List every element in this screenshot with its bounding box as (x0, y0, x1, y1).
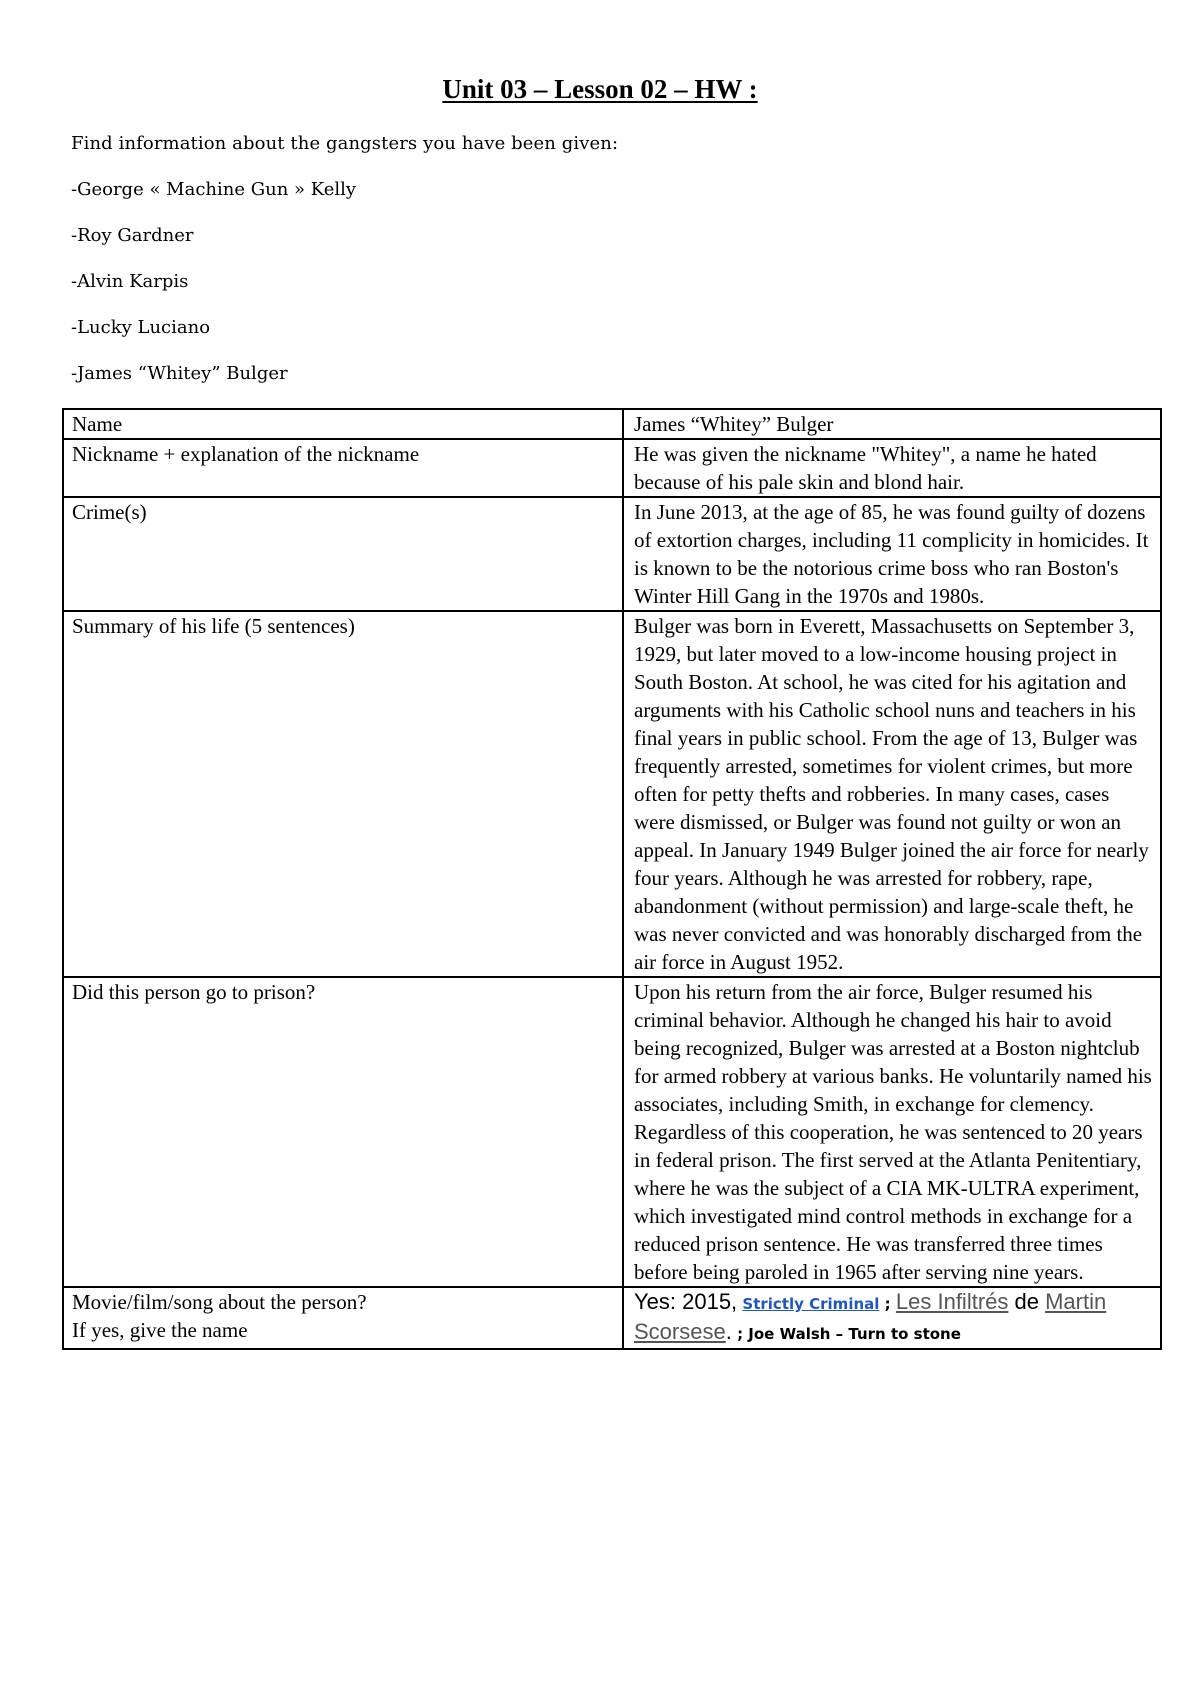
table-row (63, 439, 1161, 497)
song-text: ; Joe Walsh – Turn to stone (731, 1325, 961, 1343)
row-value: James “Whitey” Bulger (623, 409, 1161, 439)
row-label: Crime(s) (63, 497, 623, 611)
row-label (63, 1287, 623, 1349)
row-value: He was given the nickname "Whitey", a name he hated because of his pale skin and blond hair. (623, 439, 1161, 497)
link-strictly-criminal[interactable]: Strictly Criminal (742, 1295, 880, 1313)
info-table (62, 408, 1162, 1350)
row-value: Bulger was born in Everett, Massachusetts on September 3, 1929, but later moved to a low-income housing project in South Boston. At school, he was cited for his agitation and arguments with his Catholic school nuns and teachers in his final years in public school. From the age of 13, Bulger was frequently arrested, sometimes for violent crimes, but more often for petty thefts and robberies. In many cases, cases were dismissed, or Bulger was found not guilty or won an appeal. In January 1949 Bulger joined the air force for nearly four years. Although he was arrested for robbery, rape, abandonment (without permission) and large-scale theft, he was never convicted and was honorably discharged from the air force in August 1952. (623, 611, 1161, 977)
table-row (63, 977, 1161, 1287)
period-text: . (725, 1319, 732, 1344)
row-label-line: Movie/film/song about the person? (72, 1290, 367, 1314)
answer-prefix: Yes: 2015, (634, 1289, 738, 1314)
row-label-line: If yes, give the name (72, 1318, 248, 1342)
link-les-infiltres[interactable]: Les Infiltrés (895, 1289, 1009, 1314)
row-value: In June 2013, at the age of 85, he was found guilty of dozens of extortion charges, including 11 complicity in homicides. It is known to be the notorious crime boss who ran Boston's Winter Hill Gang in the 1970s and 1980s. (623, 497, 1161, 611)
row-value: Upon his return from the air force, Bulger resumed his criminal behavior. Although he changed his hair to avoid being recognized, Bulger was arrested at a Boston nightclub for armed robbery at various banks. He voluntarily named his associates, including Smith, in exchange for clemency. Regardless of this cooperation, he was sentenced to 20 years in federal prison. The first served at the Atlanta Penitentiary, where he was the subject of a CIA MK-ULTRA experiment, which investigated mind control methods in exchange for a reduced prison sentence. He was transferred three times before being paroled in 1965 after serving nine years. (623, 977, 1161, 1287)
table-row (63, 611, 1161, 977)
row-label: Did this person go to prison? (63, 977, 623, 1287)
table-row (63, 409, 1161, 439)
row-value (623, 1287, 1161, 1349)
page-title: Unit 03 – Lesson 02 – HW : (442, 74, 758, 104)
row-label: Name (63, 409, 623, 439)
table-row (63, 1287, 1161, 1349)
gangster-list-item: -Roy Gardner (71, 225, 194, 246)
link-martin-scorsese[interactable]: Martin Scorsese (634, 1289, 1107, 1344)
row-label: Summary of his life (5 sentences) (63, 611, 623, 977)
gangster-list-item: -George « Machine Gun » Kelly (71, 179, 357, 200)
gangster-list-item: -Alvin Karpis (71, 271, 189, 292)
gangster-list-item: -James “Whitey” Bulger (71, 363, 288, 384)
table-row (63, 497, 1161, 611)
connector-text: de (1008, 1289, 1046, 1314)
separator-text: ; (879, 1295, 891, 1313)
instructions-text: Find information about the gangsters you have been given: (71, 133, 619, 154)
row-label: Nickname + explanation of the nickname (63, 439, 623, 497)
intro-section (71, 131, 1071, 407)
gangster-list-item: -Lucky Luciano (71, 317, 211, 338)
